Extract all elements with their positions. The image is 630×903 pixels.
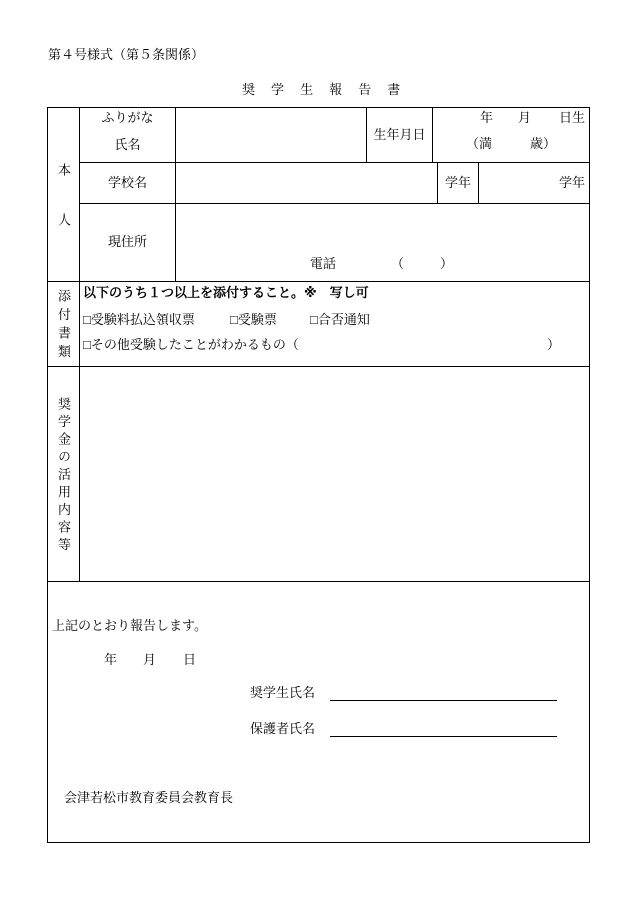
address-label: 現住所 xyxy=(107,234,147,249)
declaration-month-unit: 月 xyxy=(143,652,157,667)
furigana-label: ふりがな xyxy=(101,110,154,125)
form-title: 奨 学 生 報 告 書 xyxy=(242,82,407,97)
attachment-other-close-paren: ） xyxy=(547,337,561,352)
form-number: 第４号様式（第５条関係） xyxy=(48,47,205,62)
name-value-cell xyxy=(176,108,366,162)
birthdate-value-cell xyxy=(433,108,589,162)
usage-content-cell xyxy=(80,367,589,581)
attachment-option-exam-ticket: □受験票 xyxy=(230,312,277,327)
grade-value-cell xyxy=(479,163,589,203)
row-divider-applicant-attachments xyxy=(47,281,589,282)
attachments-instruction: 以下のうち１つ以上を添付すること。※ 写し可 xyxy=(83,286,369,301)
student-name-label: 奨学生氏名 xyxy=(250,685,316,700)
school-value-cell xyxy=(176,163,437,203)
usage-section-label: 奨学金の活用内容等 xyxy=(56,397,71,556)
addressee: 会津若松市教育委員会教育長 xyxy=(64,790,234,805)
grade-suffix: 学年 xyxy=(559,175,586,190)
age-open: （満 xyxy=(466,136,493,151)
address-value-cell xyxy=(176,204,589,281)
attachment-option-receipt: □受験料払込領収票 xyxy=(83,312,195,327)
birth-year-unit: 年 xyxy=(480,110,494,125)
birth-month-unit: 月 xyxy=(518,110,532,125)
phone-close-paren: ） xyxy=(440,256,454,271)
phone-open-paren: （ xyxy=(391,256,405,271)
student-name-line xyxy=(330,700,557,701)
declaration-statement: 上記のとおり報告します。 xyxy=(52,618,207,633)
birth-day-unit: 日生 xyxy=(559,110,586,125)
birthdate-label: 生年月日 xyxy=(373,127,426,142)
applicant-section-label: 本人 xyxy=(56,163,71,263)
attachments-section-label: 添付書類 xyxy=(56,289,71,363)
phone-label: 電話 xyxy=(310,256,337,271)
attachment-option-result-notice: □合否通知 xyxy=(310,312,370,327)
age-close: 歳） xyxy=(530,136,557,151)
guardian-name-line xyxy=(330,736,557,737)
declaration-year-unit: 年 xyxy=(104,652,118,667)
name-label: 氏名 xyxy=(114,137,141,152)
school-label: 学校名 xyxy=(107,175,147,190)
row-divider-usage-declaration xyxy=(47,581,589,582)
attachment-option-other: □その他受験したことがわかるもの（ xyxy=(83,337,299,352)
declaration-day-unit: 日 xyxy=(183,652,197,667)
guardian-name-label: 保護者氏名 xyxy=(250,721,316,736)
grade-label: 学年 xyxy=(444,175,471,190)
